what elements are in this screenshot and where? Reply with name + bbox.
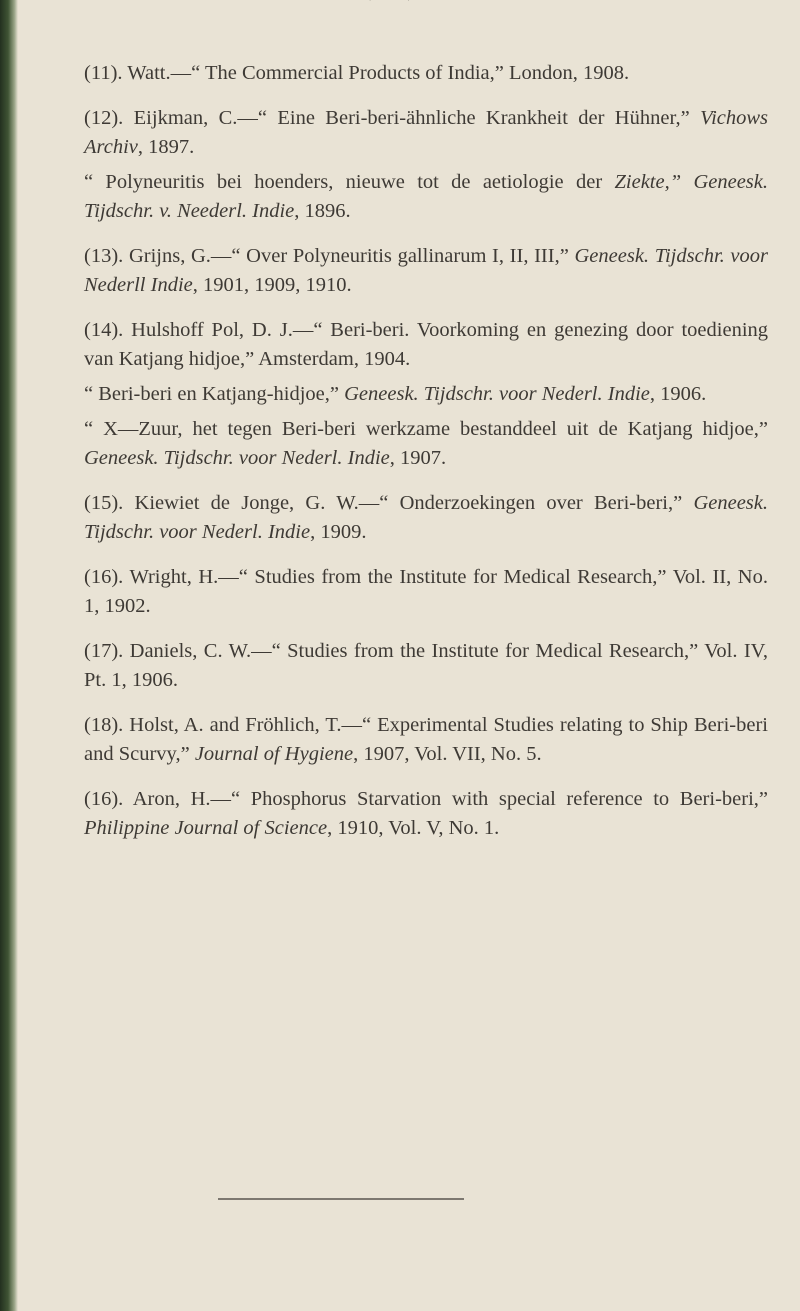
reference-author: Hulshoff Pol, D. J.: [131, 319, 293, 341]
reference-16: [68, 563, 768, 621]
reference-tail: , 1896.: [294, 200, 351, 222]
reference-12-continued: [68, 168, 768, 226]
reference-author: Holst, A. and Fröhlich, T.: [129, 714, 342, 736]
reference-17: [68, 637, 768, 695]
reference-tail: , 1907, Vol. VII, No. 5.: [353, 743, 542, 765]
journal-title: Vichows Archiv: [84, 107, 769, 158]
reference-author: Wright, H.: [129, 566, 219, 588]
reference-14: [68, 316, 768, 374]
reference-number: (12).: [84, 107, 124, 129]
reference-text: “ Polyneuritis bei hoenders, nieuwe tot de aetiologie der: [84, 171, 615, 193]
reference-text: —“ Beri-beri. Voorkoming en genezing door toediening van Katjang hidjoe,” Amsterdam, 1904.: [84, 319, 769, 370]
reference-number: (15).: [84, 492, 124, 514]
reference-author: Kiewiet de Jonge, G. W.: [134, 492, 359, 514]
reference-text: —“ Experimental Studies relating to Ship Beri-beri and Scurvy,”: [84, 714, 769, 765]
reference-18: [68, 711, 768, 769]
reference-number: (18).: [84, 714, 124, 736]
reference-text: —“ Studies from the Institute for Medical Research,” Vol. II, No. 1, 1902.: [84, 566, 768, 617]
reference-tail: , 1909.: [310, 521, 367, 543]
reference-text: —“ Over Polyneuritis gallinarum I, II, III,”: [210, 245, 575, 267]
journal-title: Philippine Journal of Science: [84, 817, 328, 839]
reference-15: [68, 489, 768, 547]
journal-title: Journal of Hygiene: [194, 743, 354, 765]
reference-author: Daniels, C. W.: [129, 640, 252, 662]
reference-tail: , 1897.: [137, 136, 195, 158]
reference-text: “ X—Zuur, het tegen Beri-beri werkzame bestanddeel uit de Katjang hidjoe,”: [84, 418, 768, 440]
reference-number: (17).: [84, 640, 124, 662]
reference-tail: , 1910, Vol. V, No. 1.: [327, 817, 500, 839]
journal-title: Geneesk. Tijdschr. voor Nederll Indie: [84, 245, 769, 296]
reference-author: Aron, H.: [132, 788, 211, 810]
page-number: [364, 0, 416, 4]
reference-list: [68, 59, 768, 859]
reference-14-continued-b: [68, 415, 768, 473]
reference-text: —“ Onderzoekingen over Beri-beri,”: [358, 492, 694, 514]
journal-title: Geneesk. Tijdschr. voor Nederl. Indie: [84, 492, 768, 543]
reference-author: Grijns, G.: [128, 245, 211, 267]
reference-text: —“ Eine Beri-beri-ähnliche Krankheit der Hühner,”: [237, 107, 701, 129]
reference-13: [68, 242, 768, 300]
reference-text: “ Beri-beri en Katjang-hidjoe,”: [84, 383, 345, 405]
reference-number: (11).: [84, 62, 123, 84]
journal-title: Ziekte,” Geneesk. Tijdschr. v. Neederl. Indie: [84, 171, 768, 222]
reference-16b: [68, 785, 768, 843]
reference-tail: , 1906.: [649, 383, 707, 405]
reference-tail: , 1907.: [389, 447, 447, 469]
reference-number: (14).: [84, 319, 124, 341]
journal-title: Geneesk. Tijdschr. voor Nederl. Indie: [84, 447, 390, 469]
reference-author: Eijkman, C.: [133, 107, 238, 129]
reference-text: —“ Phosphorus Starvation with special reference to Beri-beri,”: [210, 788, 768, 810]
reference-number: (16).: [84, 566, 124, 588]
closing-rule: [218, 1198, 464, 1200]
binding-edge: [0, 0, 18, 1311]
reference-12: [68, 104, 768, 162]
reference-14-continued-a: [68, 380, 768, 409]
reference-tail: , 1901, 1909, 1910.: [192, 274, 352, 296]
journal-title: Geneesk. Tijdschr. voor Nederl. Indie: [344, 383, 650, 405]
reference-number: (16).: [84, 788, 124, 810]
reference-text: —“ The Commercial Products of India,” London, 1908.: [170, 62, 630, 84]
reference-number: (13).: [84, 245, 124, 267]
reference-11: [68, 59, 768, 88]
reference-text: —“ Studies from the Institute for Medical Research,” Vol. IV, Pt. 1, 1906.: [84, 640, 768, 691]
reference-author: Watt.: [127, 62, 171, 84]
